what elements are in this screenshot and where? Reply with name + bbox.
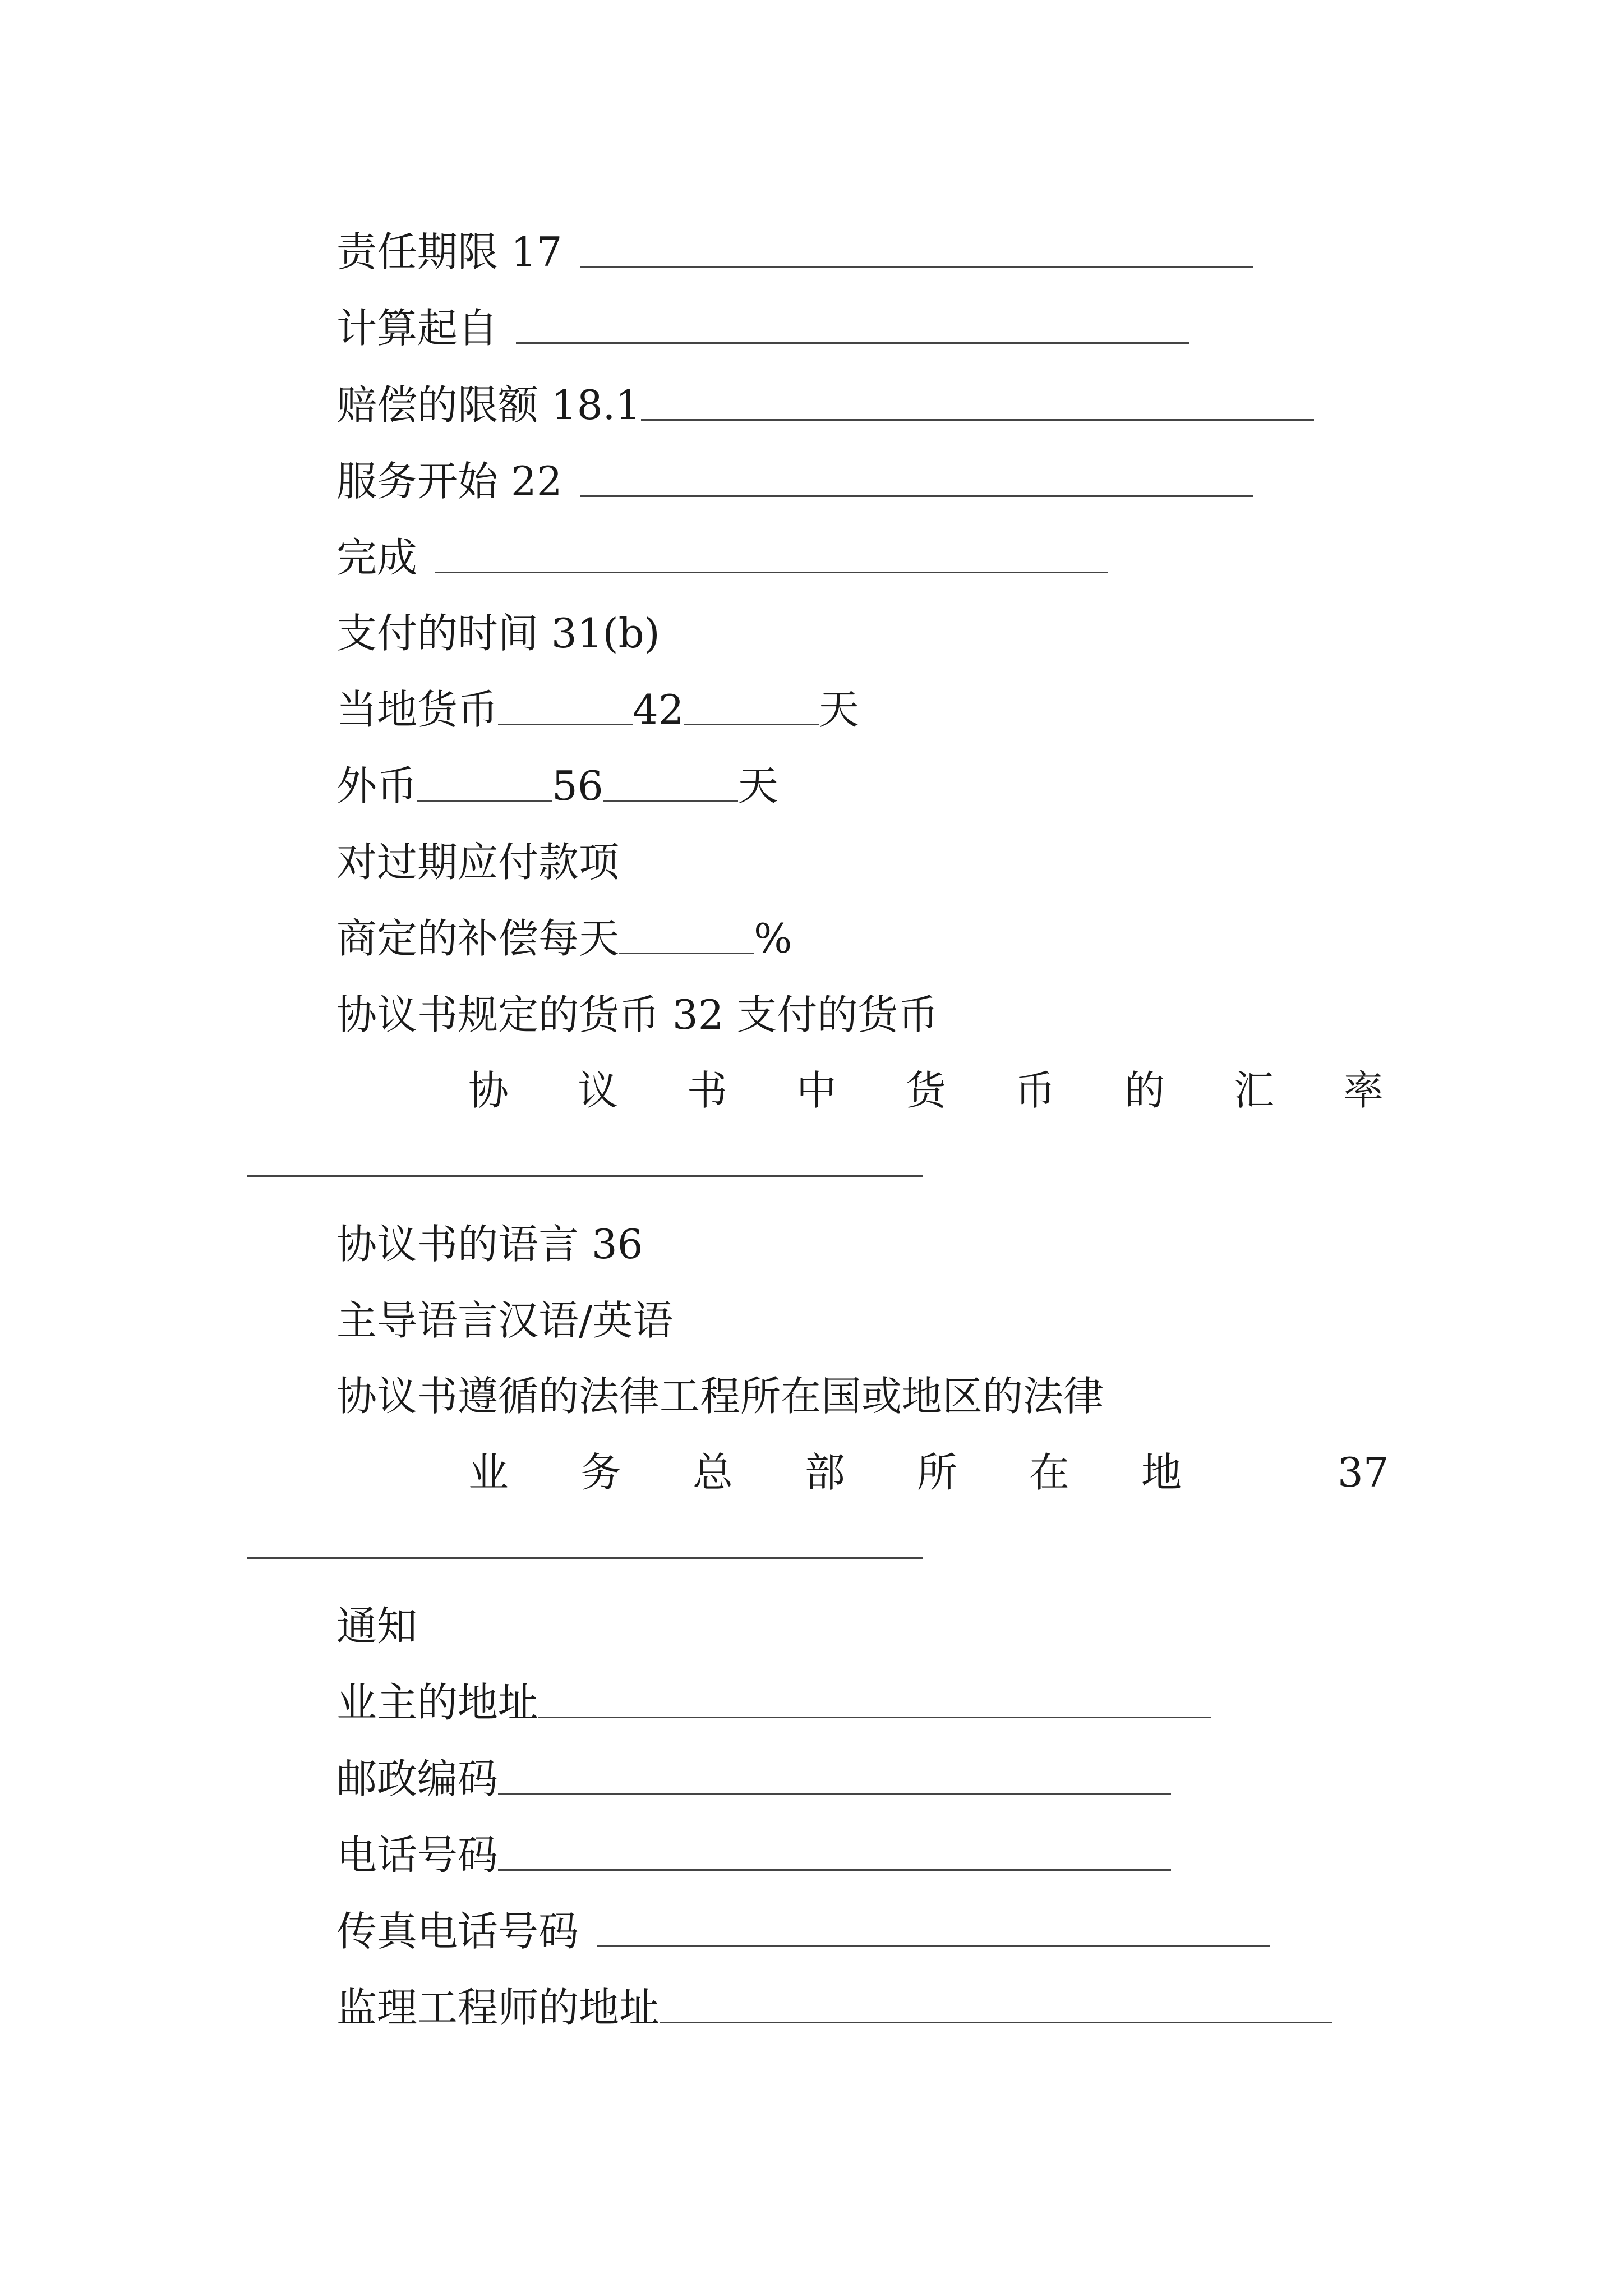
spread-char: 议: [578, 1067, 619, 1114]
field-unit: %: [754, 915, 792, 962]
field-label: 电话号码: [336, 1832, 499, 1879]
field-compensation-limit: [336, 364, 1314, 429]
blank-line[interactable]: [498, 1869, 1171, 1871]
section-heading: 通知: [336, 1603, 418, 1650]
blank-line[interactable]: [516, 342, 1189, 344]
blank-line[interactable]: [580, 495, 1253, 497]
field-headquarters: [0, 1431, 1623, 1496]
field-overdue-payments: [336, 821, 620, 886]
field-unit: 天: [818, 686, 859, 733]
field-label: 支付的时间 31(b): [336, 610, 660, 657]
blank-line[interactable]: [619, 952, 754, 954]
blank-line[interactable]: [498, 1792, 1171, 1795]
spread-char: 部: [805, 1449, 846, 1496]
field-liability-period: [336, 210, 1253, 275]
field-label: 赔偿的限额 18.1: [336, 381, 642, 429]
field-label: 责任期限 17: [336, 228, 562, 275]
spread-char: 地: [1141, 1449, 1182, 1496]
field-calculated-from: [336, 287, 1189, 352]
field-local-currency: [336, 668, 859, 733]
blank-line[interactable]: [417, 799, 552, 802]
blank-line[interactable]: [247, 1175, 923, 1177]
field-label: 协议书遵循的法律工程所在国或地区的法律: [336, 1373, 1104, 1420]
spread-char: 率: [1343, 1067, 1384, 1114]
field-unit: 天: [737, 762, 778, 809]
field-label: 主导语言汉语/英语: [336, 1297, 674, 1344]
field-label: 业主的地址: [336, 1679, 539, 1726]
blank-line[interactable]: [597, 1945, 1270, 1947]
section-notice: [336, 1585, 418, 1650]
field-label: 对过期应付款项: [336, 839, 620, 886]
spread-char: 货: [906, 1067, 947, 1114]
field-agreement-currency: [336, 973, 939, 1038]
field-label: 协议书规定的货币 32 支付的货币: [336, 991, 939, 1038]
spread-char: 总: [693, 1449, 734, 1496]
field-daily-compensation: [336, 897, 792, 962]
spread-char: 币: [1015, 1067, 1056, 1114]
field-value: 42: [633, 686, 684, 733]
field-exchange-rate: [0, 1049, 1623, 1114]
spread-char: 所: [917, 1449, 958, 1496]
blank-line[interactable]: [684, 723, 819, 725]
field-label: 商定的补偿每天: [336, 915, 620, 962]
blank-line[interactable]: [580, 265, 1253, 268]
spread-number: 37: [1338, 1449, 1389, 1496]
spread-char: 协: [468, 1067, 509, 1114]
field-phone-number: [336, 1814, 1171, 1879]
field-service-start: [336, 440, 1253, 505]
spread-char: 书: [687, 1067, 728, 1114]
field-label: 计算起自: [336, 305, 499, 352]
spread-char: 汇: [1234, 1067, 1275, 1114]
field-postal-code: [336, 1737, 1171, 1802]
blank-line[interactable]: [660, 2021, 1332, 2023]
blank-line[interactable]: [538, 1716, 1211, 1718]
field-label: 邮政编码: [336, 1755, 499, 1802]
field-governing-law: [336, 1355, 1104, 1420]
field-label: 服务开始 22: [336, 458, 562, 505]
field-value: 56: [552, 762, 603, 809]
blank-line[interactable]: [435, 571, 1108, 573]
field-label: 传真电话号码: [336, 1908, 579, 1955]
spread-char: 业: [468, 1449, 509, 1496]
field-label: 完成: [336, 534, 418, 581]
field-owner-address: [336, 1661, 1211, 1726]
blank-line[interactable]: [498, 723, 633, 725]
field-completion: [336, 516, 1108, 581]
spread-char: 中: [796, 1067, 837, 1114]
blank-line[interactable]: [247, 1557, 923, 1559]
field-supervisor-address: [336, 1966, 1332, 2031]
field-label: 当地货币: [336, 686, 499, 733]
field-label: 协议书的语言 36: [336, 1221, 643, 1268]
field-payment-time: [336, 592, 660, 657]
field-foreign-currency: [336, 744, 778, 809]
blank-line[interactable]: [641, 418, 1314, 421]
field-label: 外币: [336, 762, 418, 809]
spread-char: 务: [580, 1449, 621, 1496]
field-fax-number: [336, 1890, 1270, 1955]
field-label: 监理工程师的地址: [336, 1984, 660, 2031]
spread-char: 在: [1029, 1449, 1070, 1496]
field-governing-language: [336, 1279, 674, 1344]
field-agreement-language: [336, 1203, 643, 1268]
spread-char: 的: [1124, 1067, 1165, 1114]
blank-line[interactable]: [603, 799, 738, 802]
